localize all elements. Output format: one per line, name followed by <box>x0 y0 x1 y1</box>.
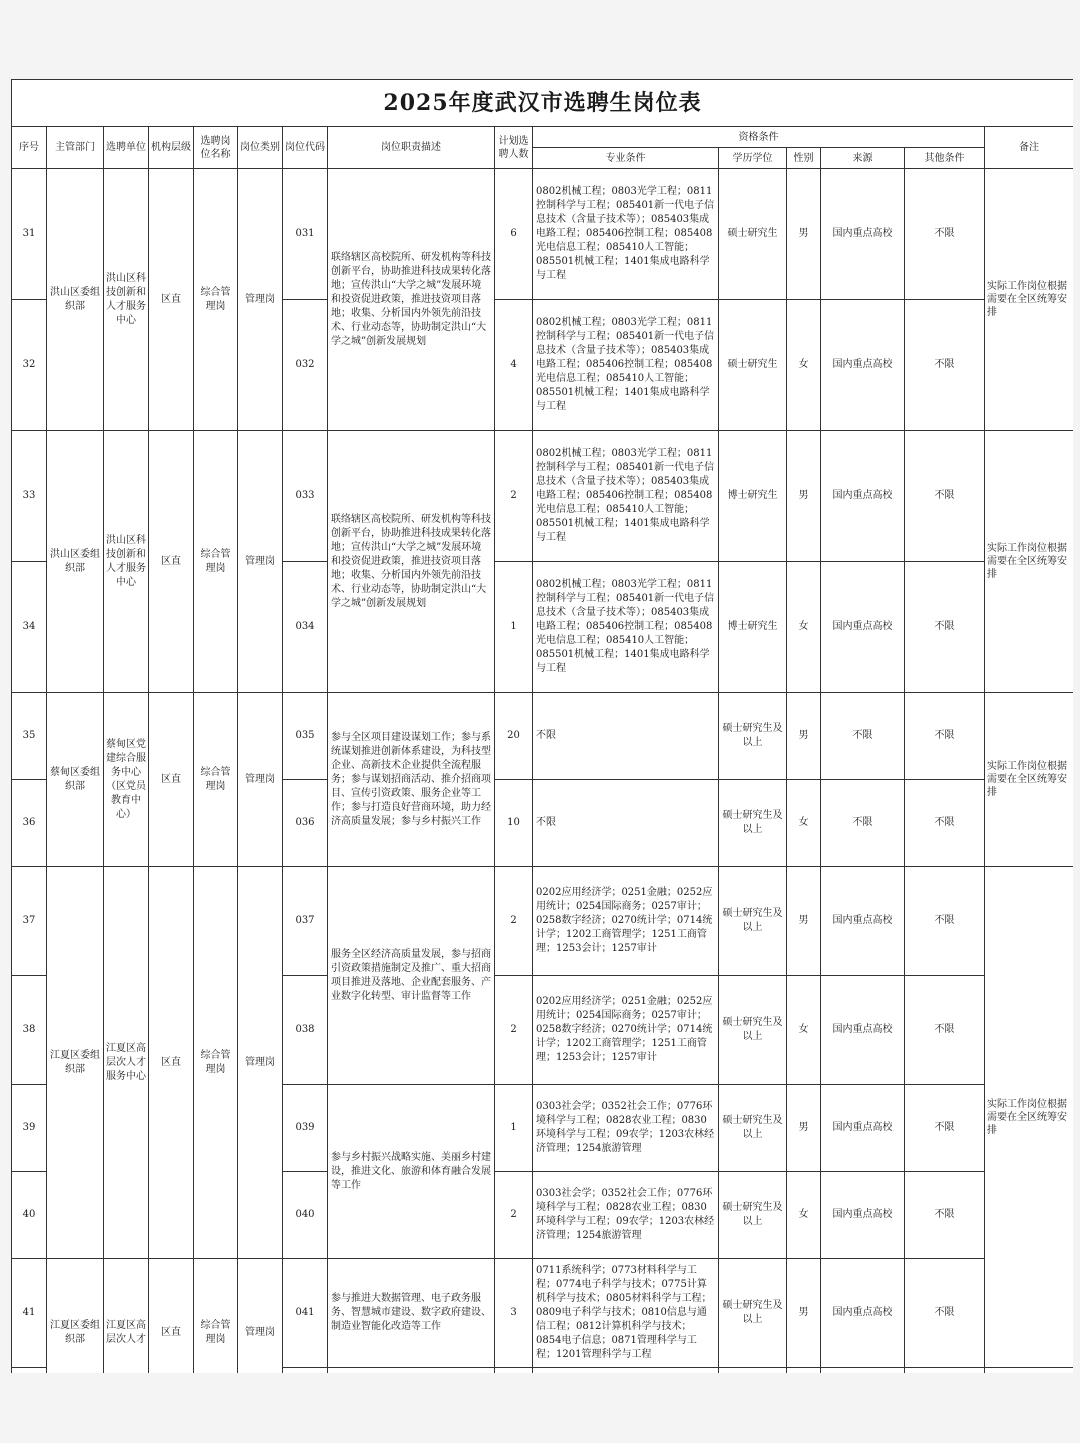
header-major: 专业条件 <box>533 148 719 169</box>
major-cell: 不限 <box>533 780 719 867</box>
header-other: 其他条件 <box>905 148 985 169</box>
level-cell: 区直 <box>149 693 194 867</box>
degree-cell: 硕士研究生及以上 <box>719 976 787 1085</box>
post-type-cell: 管理岗 <box>238 169 283 431</box>
post-type-cell: 管理岗 <box>238 431 283 693</box>
post-name-cell: 综合管理岗 <box>194 431 238 693</box>
source-cell: 国内重点高校 <box>821 1259 905 1368</box>
plan-cell: 6 <box>495 169 533 300</box>
degree-cell: 硕士研究生及以上 <box>719 1085 787 1172</box>
header-seq: 序号 <box>12 127 47 169</box>
other-cell: 不限 <box>905 867 985 976</box>
other-cell: 不限 <box>905 693 985 780</box>
dept-cell: 江夏区委组织部 <box>47 1259 104 1374</box>
plan-cell: 2 <box>495 1172 533 1259</box>
header-plan: 计划选聘人数 <box>495 127 533 169</box>
seq-cell: 31 <box>12 169 47 300</box>
post-type-cell: 管理岗 <box>238 867 283 1259</box>
gender-cell: 女 <box>787 780 821 867</box>
source-cell: 国内重点高校 <box>821 562 905 693</box>
header-gender: 性别 <box>787 148 821 169</box>
level-cell: 区直 <box>149 169 194 431</box>
dept-cell: 江夏区委组织部 <box>47 867 104 1259</box>
duties-cell: 联络辖区高校院所、研发机构等科技创新平台，协助推进科技成果转化落地；宣传洪山“大学之城”发展环境和投资促进政策，推进技资项目落地；收集、分析国内外领先前沿技术、行业动态等，协助制定洪山“大学之城”创新发展规划 <box>328 431 495 693</box>
header-remark: 备注 <box>985 127 1074 169</box>
source-cell: 国内重点高校 <box>821 976 905 1085</box>
degree-cell: 博士研究生 <box>719 431 787 562</box>
gender-cell: 女 <box>787 1172 821 1259</box>
header-degree: 学历学位 <box>719 148 787 169</box>
header-level: 机构层级 <box>149 127 194 169</box>
plan-cell: 10 <box>495 780 533 867</box>
header-duties: 岗位职责描述 <box>328 127 495 169</box>
gender-cell: 男 <box>787 431 821 562</box>
source-cell: 国内重点高校 <box>821 867 905 976</box>
source-cell: 不限 <box>821 693 905 780</box>
plan-cell: 2 <box>495 976 533 1085</box>
job-table-sheet <box>11 79 1073 1373</box>
major-cell: 不限 <box>533 693 719 780</box>
unit-cell: 江夏区高层次人才服务中心 <box>104 867 149 1259</box>
table-row <box>12 1259 1074 1368</box>
other-cell: 不限 <box>905 1172 985 1259</box>
post-type-cell: 管理岗 <box>238 693 283 867</box>
level-cell: 区直 <box>149 867 194 1259</box>
post-code-cell: 032 <box>283 300 328 431</box>
seq-cell: 37 <box>12 867 47 976</box>
other-cell: 不限 <box>905 300 985 431</box>
table-row <box>12 431 1074 562</box>
source-cell: 国内重点高校 <box>821 1172 905 1259</box>
seq-cell: 36 <box>12 780 47 867</box>
major-cell: 0202应用经济学；0251金融；0252应用统计；0254国际商务；0257审计；0258数字经济；0270统计学；0714统计学；1202工商管理学；1251工商管理；1253会计；1257审计 <box>533 976 719 1085</box>
dept-cell: 洪山区委组织部 <box>47 169 104 431</box>
post-code-cell: 036 <box>283 780 328 867</box>
table-row <box>12 169 1074 300</box>
plan-cell: 20 <box>495 693 533 780</box>
major-cell: 0711系统科学；0773材料科学与工程；0774电子科学与技术；0775计算机科学与技术；0805材料科学与工程；0809电子科学与技术；0810信息与通信工程；0812计算机科学与技术；0854电子信息；0871管理科学与工程；1201管理科学与工程 <box>533 1259 719 1368</box>
remark-cell: 实际工作岗位根据需要在全区统筹安排 <box>985 867 1074 1368</box>
duties-cell: 参与全区项目建设谋划工作；参与系统谋划推进创新体系建设，为科技型企业、高新技术企业提供全流程服务；参与谋划招商活动、推介招商项目、宣传引资政策、服务企业等工作；参与打造良好营商环境，助力经济高质量发展；参与乡村振兴工作 <box>328 693 495 867</box>
plan-cell: 2 <box>495 867 533 976</box>
degree-cell: 硕士研究生及以上 <box>719 693 787 780</box>
level-cell: 区直 <box>149 1259 194 1374</box>
duties-cell: 联络辖区高校院所、研发机构等科技创新平台，协助推进科技成果转化落地；宣传洪山“大学之城”发展环境和投资促进政策，推进技资项目落地；收集、分析国内外领先前沿技术、行业动态等，协助制定洪山“大学之城”创新发展规划 <box>328 169 495 431</box>
seq-cell: 39 <box>12 1085 47 1172</box>
degree-cell: 硕士研究生及以上 <box>719 867 787 976</box>
dept-cell: 洪山区委组织部 <box>47 431 104 693</box>
degree-cell: 硕士研究生 <box>719 300 787 431</box>
other-cell: 不限 <box>905 562 985 693</box>
other-cell: 不限 <box>905 431 985 562</box>
header-post-code: 岗位代码 <box>283 127 328 169</box>
major-cell: 0303社会学；0352社会工作；0776环境科学与工程；0828农业工程；0830环境科学与工程；09农学；1203农林经济管理；1254旅游管理 <box>533 1172 719 1259</box>
gender-cell: 女 <box>787 562 821 693</box>
bottom-margin <box>0 1373 1080 1443</box>
post-name-cell: 综合管理岗 <box>194 1259 238 1374</box>
seq-cell: 35 <box>12 693 47 780</box>
duties-cell: 参与推进大数据管理、电子政务服务、智慧城市建设、数字政府建设、制造业智能化改造等工作 <box>328 1259 495 1368</box>
plan-cell: 1 <box>495 1085 533 1172</box>
level-cell: 区直 <box>149 431 194 693</box>
degree-cell: 硕士研究生 <box>719 169 787 300</box>
seq-cell: 33 <box>12 431 47 562</box>
table-row <box>12 867 1074 976</box>
page-title: 2025年度武汉市选聘生岗位表 <box>12 80 1074 127</box>
unit-cell: 洪山区科技创新和人才服务中心 <box>104 169 149 431</box>
post-code-cell: 034 <box>283 562 328 693</box>
gender-cell: 女 <box>787 976 821 1085</box>
major-cell: 0202应用经济学；0251金融；0252应用统计；0254国际商务；0257审计；0258数字经济；0270统计学；0714统计学；1202工商管理学；1251工商管理；1253会计；1257审计 <box>533 867 719 976</box>
degree-cell: 硕士研究生及以上 <box>719 780 787 867</box>
gender-cell: 女 <box>787 300 821 431</box>
duties-cell: 服务全区经济高质量发展，参与招商引资政策措施制定及推广、重大招商项目推进及落地、企业配套服务、产业数字化转型、审计监督等工作 <box>328 867 495 1085</box>
seq-cell: 34 <box>12 562 47 693</box>
dept-cell: 蔡甸区委组织部 <box>47 693 104 867</box>
degree-cell: 硕士研究生及以上 <box>719 1259 787 1368</box>
seq-cell: 38 <box>12 976 47 1085</box>
major-cell: 0802机械工程；0803光学工程；0811控制科学与工程；085401新一代电子信息技术（含量子技术等）；085403集成电路工程；085406控制工程；085408光电信息工程；085410人工智能；085501机械工程；1401集成电路科学与工程 <box>533 169 719 300</box>
gender-cell: 男 <box>787 1259 821 1368</box>
post-code-cell: 033 <box>283 431 328 562</box>
gender-cell: 男 <box>787 1085 821 1172</box>
post-name-cell: 综合管理岗 <box>194 693 238 867</box>
source-cell: 国内重点高校 <box>821 300 905 431</box>
remark-cell: 实际工作岗位根据需要在全区统筹安排 <box>985 431 1074 693</box>
seq-cell: 40 <box>12 1172 47 1259</box>
degree-cell: 博士研究生 <box>719 562 787 693</box>
other-cell: 不限 <box>905 1085 985 1172</box>
plan-cell: 2 <box>495 431 533 562</box>
remark-cell: 实际工作岗位根据需要在全区统筹安排 <box>985 693 1074 867</box>
other-cell: 不限 <box>905 1259 985 1368</box>
post-code-cell: 039 <box>283 1085 328 1172</box>
seq-cell: 41 <box>12 1259 47 1368</box>
header-source: 来源 <box>821 148 905 169</box>
source-cell: 国内重点高校 <box>821 431 905 562</box>
header-post-name: 选聘岗位名称 <box>194 127 238 169</box>
post-type-cell: 管理岗 <box>238 1259 283 1374</box>
plan-cell: 3 <box>495 1259 533 1368</box>
major-cell: 0802机械工程；0803光学工程；0811控制科学与工程；085401新一代电子信息技术（含量子技术等）；085403集成电路工程；085406控制工程；085408光电信息工程；085410人工智能；085501机械工程；1401集成电路科学与工程 <box>533 562 719 693</box>
job-table <box>11 79 1073 1373</box>
major-cell: 0802机械工程；0803光学工程；0811控制科学与工程；085401新一代电子信息技术（含量子技术等）；085403集成电路工程；085406控制工程；085408光电信息工程；085410人工智能；085501机械工程；1401集成电路科学与工程 <box>533 431 719 562</box>
post-code-cell: 031 <box>283 169 328 300</box>
post-code-cell: 040 <box>283 1172 328 1259</box>
header-qualification: 资格条件 <box>533 127 985 148</box>
plan-cell: 4 <box>495 300 533 431</box>
major-cell: 0802机械工程；0803光学工程；0811控制科学与工程；085401新一代电子信息技术（含量子技术等）；085403集成电路工程；085406控制工程；085408光电信息工程；085410人工智能；085501机械工程；1401集成电路科学与工程 <box>533 300 719 431</box>
duties-cell: 参与乡村振兴战略实施、美丽乡村建设，推进文化、旅游和体育融合发展等工作 <box>328 1085 495 1259</box>
gender-cell: 男 <box>787 169 821 300</box>
seq-cell: 32 <box>12 300 47 431</box>
unit-cell: 蔡甸区党建综合服务中心（区党员教育中心） <box>104 693 149 867</box>
plan-cell: 1 <box>495 562 533 693</box>
header-unit: 选聘单位 <box>104 127 149 169</box>
other-cell: 不限 <box>905 169 985 300</box>
degree-cell: 硕士研究生及以上 <box>719 1172 787 1259</box>
source-cell: 国内重点高校 <box>821 169 905 300</box>
post-name-cell: 综合管理岗 <box>194 867 238 1259</box>
other-cell: 不限 <box>905 780 985 867</box>
post-code-cell: 037 <box>283 867 328 976</box>
unit-cell: 江夏区高层次人才 <box>104 1259 149 1374</box>
gender-cell: 男 <box>787 867 821 976</box>
unit-cell: 洪山区科技创新和人才服务中心 <box>104 431 149 693</box>
major-cell: 0303社会学；0352社会工作；0776环境科学与工程；0828农业工程；0830环境科学与工程；09农学；1203农林经济管理；1254旅游管理 <box>533 1085 719 1172</box>
header-dept: 主管部门 <box>47 127 104 169</box>
other-cell: 不限 <box>905 976 985 1085</box>
remark-cell: 实际工作岗位根据需要在全区统筹安排 <box>985 169 1074 431</box>
post-code-cell: 038 <box>283 976 328 1085</box>
table-row <box>12 693 1074 780</box>
post-code-cell: 041 <box>283 1259 328 1368</box>
header-post-type: 岗位类别 <box>238 127 283 169</box>
post-code-cell: 035 <box>283 693 328 780</box>
source-cell: 国内重点高校 <box>821 1085 905 1172</box>
gender-cell: 男 <box>787 693 821 780</box>
source-cell: 不限 <box>821 780 905 867</box>
post-name-cell: 综合管理岗 <box>194 169 238 431</box>
